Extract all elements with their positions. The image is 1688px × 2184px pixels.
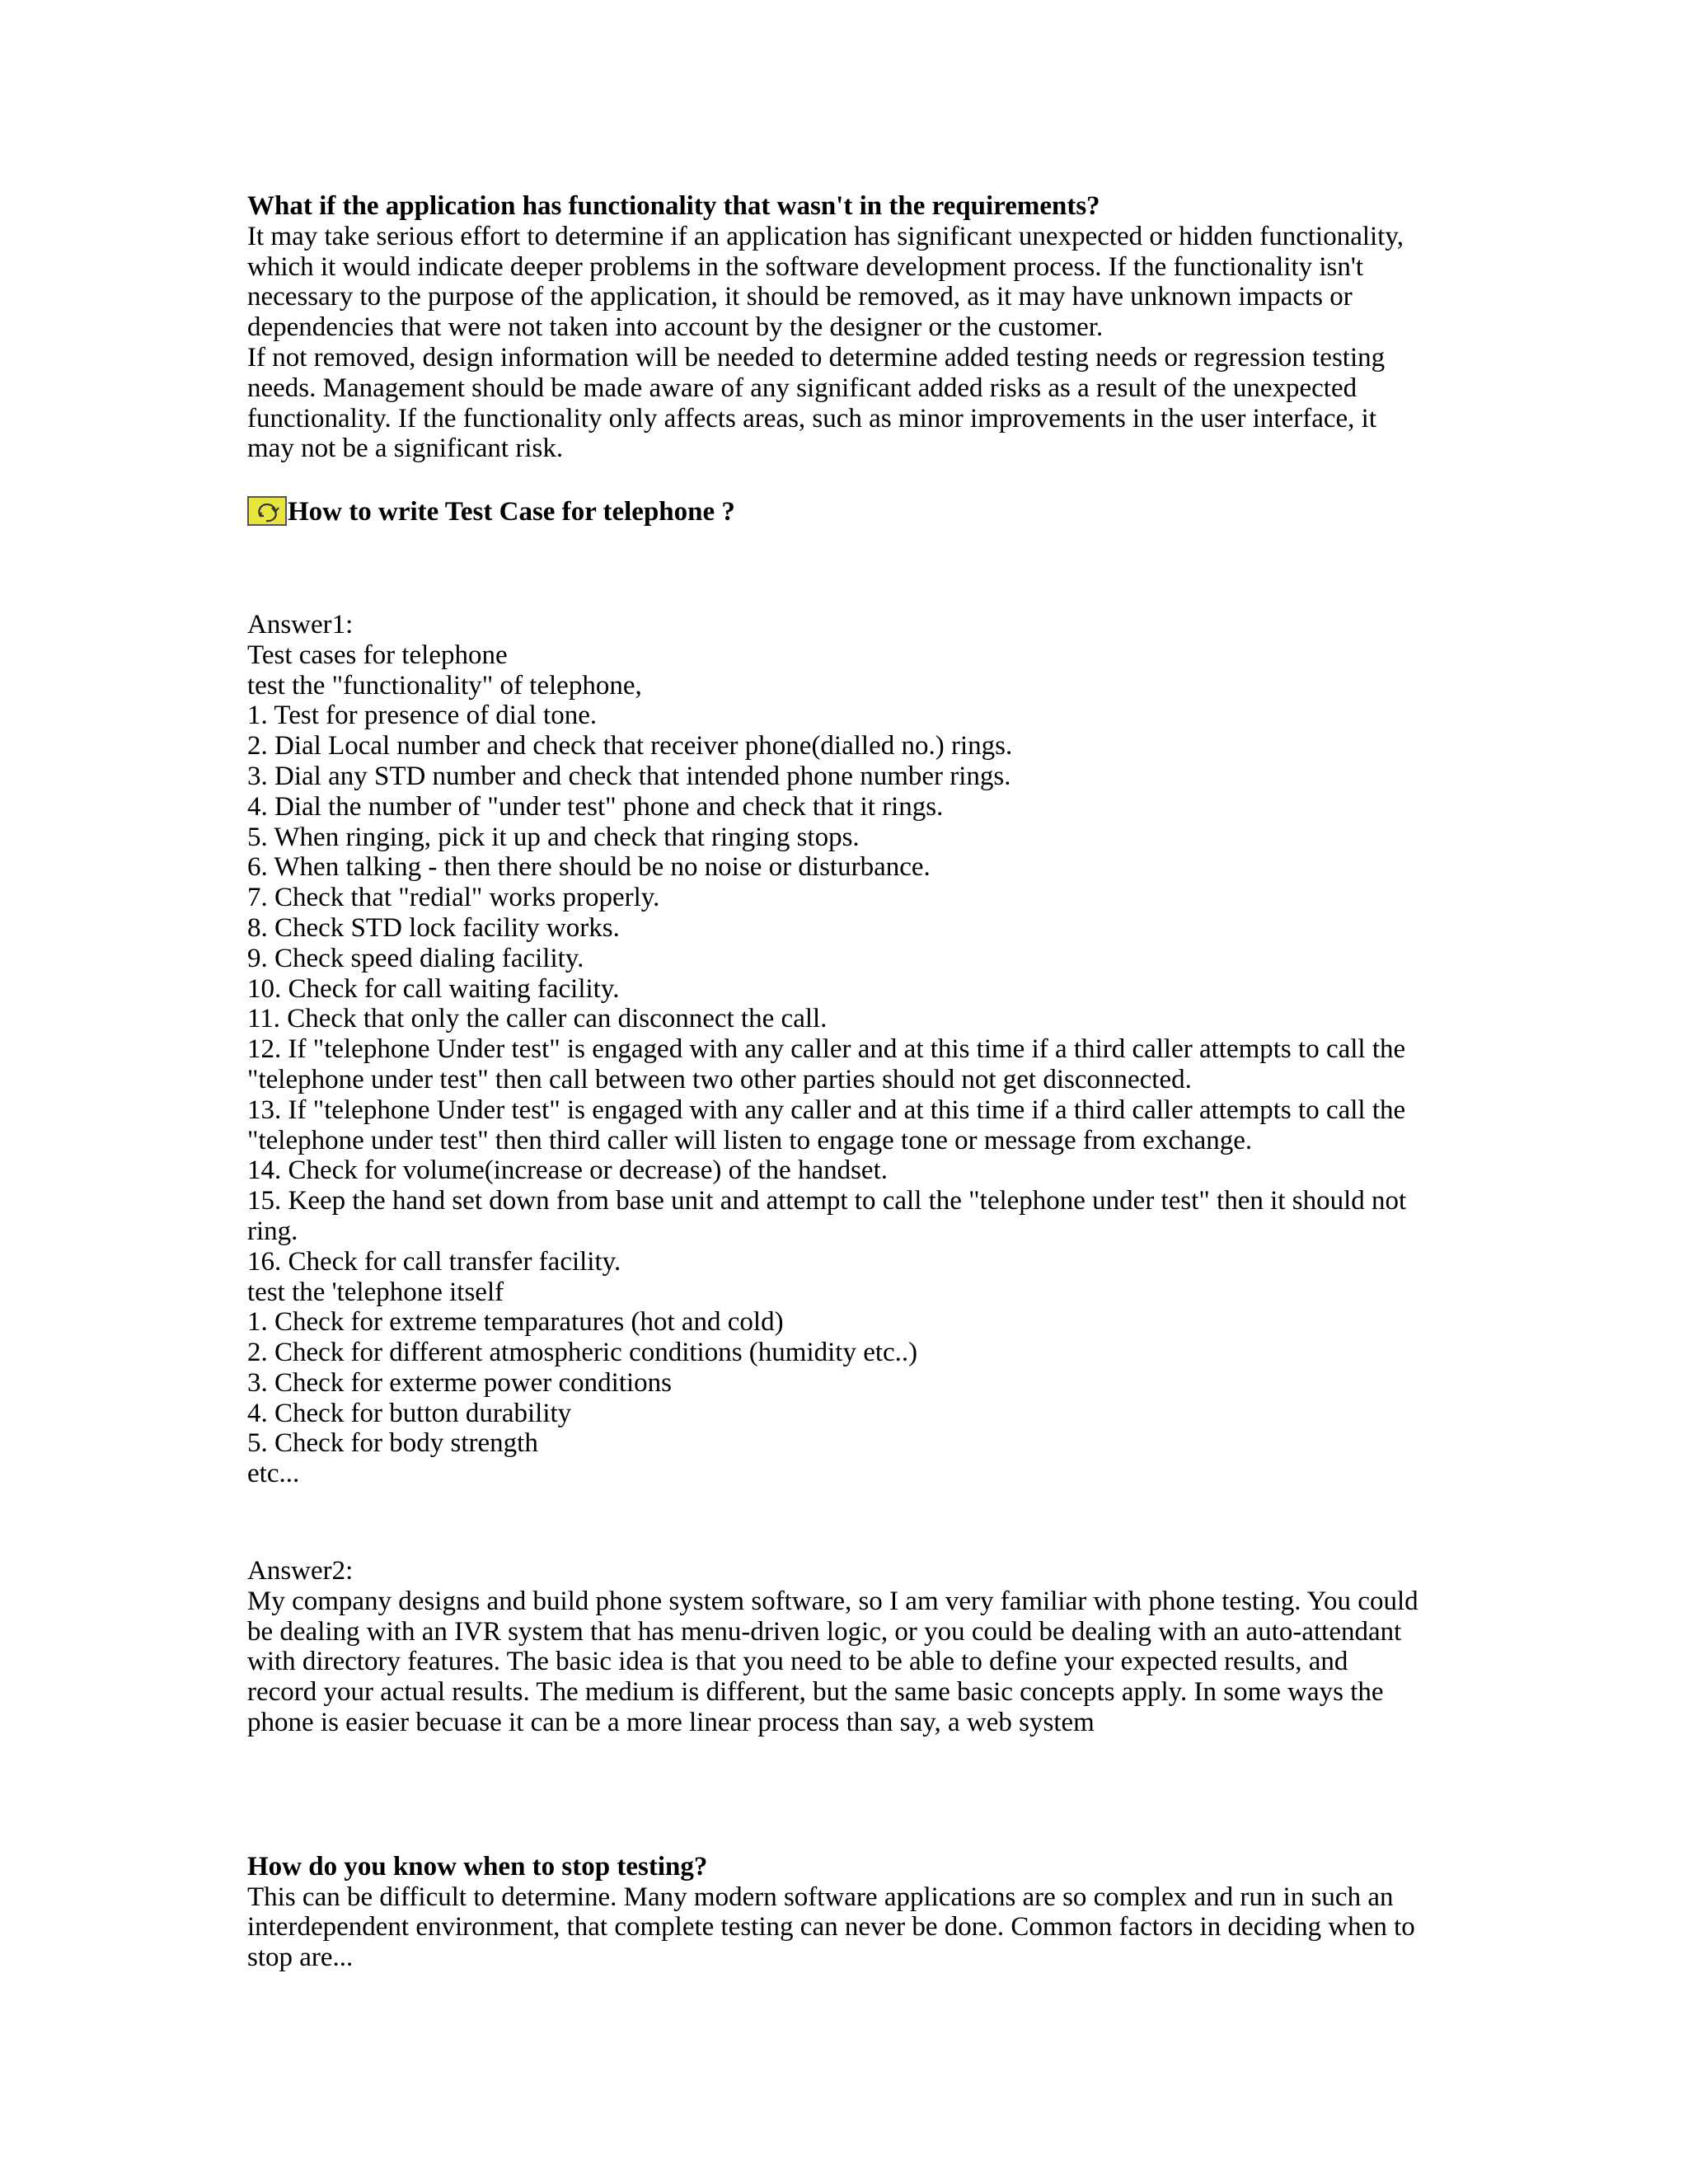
list-item: 6. When talking - then there should be no noise or disturbance. bbox=[247, 852, 931, 883]
list-item: 10. Check for call waiting facility. bbox=[247, 973, 620, 1004]
text-line: It may take serious effort to determine if an application has significant unexpected or hidden functionality, bbox=[247, 221, 1404, 251]
text-line: If not removed, design information will be needed to determine added testing needs or regression testing bbox=[247, 342, 1386, 373]
list-item: 2. Dial Local number and check that receiver phone(dialled no.) rings. bbox=[247, 731, 1013, 762]
list-item: 2. Check for different atmospheric conditions (humidity etc..) bbox=[247, 1338, 918, 1368]
list-item: 4. Check for button durability bbox=[247, 1398, 572, 1428]
text-line: be dealing with an IVR system that has menu-driven logic, or you could be dealing with an auto-attendant bbox=[247, 1616, 1402, 1647]
answer-label: Answer1: bbox=[247, 609, 354, 640]
list-item: 3. Check for exterme power conditions bbox=[247, 1367, 673, 1398]
answer-paragraph bbox=[247, 1882, 1442, 1973]
text-line: functionality. If the functionality only affects areas, such as minor improvements in the user interface, it bbox=[247, 403, 1376, 434]
text-line: dependencies that were not taken into account by the designer or the customer. bbox=[247, 312, 1104, 343]
text-line: which it would indicate deeper problems in the software development process. If the functionality isn't bbox=[247, 251, 1363, 282]
section-telephone-test-case bbox=[247, 497, 1442, 1738]
list-item: 13. If "telephone Under test" is engaged with any caller and at this time if a third caller attempts to call the bbox=[247, 1094, 1406, 1125]
list-item: ring. bbox=[247, 1216, 298, 1246]
text-line: stop are... bbox=[247, 1943, 354, 1973]
text-line: may not be a significant risk. bbox=[247, 434, 564, 464]
text-line: test the 'telephone itself bbox=[247, 1277, 504, 1307]
list-item: 9. Check speed dialing facility. bbox=[247, 943, 584, 973]
list-item: 1. Check for extreme temparatures (hot and cold) bbox=[247, 1307, 784, 1338]
list-item: 14. Check for volume(increase or decrease) of the handset. bbox=[247, 1155, 888, 1186]
answer-2 bbox=[247, 1556, 1442, 1738]
list-item: 5. Check for body strength bbox=[247, 1428, 538, 1459]
list-item: 11. Check that only the caller can disconnect the call. bbox=[247, 1004, 828, 1034]
text-line: needs. Management should be made aware of any significant added risks as a result of the unexpected bbox=[247, 373, 1357, 403]
text-line: phone is easier becuase it can be a more linear process than say, a web system bbox=[247, 1708, 1095, 1738]
spacer bbox=[247, 527, 1442, 610]
answer-label: Answer2: bbox=[247, 1556, 354, 1586]
text-line: record your actual results. The medium is different, but the same basic concepts apply. In some ways the bbox=[247, 1677, 1384, 1708]
spacer bbox=[247, 1738, 1442, 1852]
list-item: 3. Dial any STD number and check that intended phone number rings. bbox=[247, 761, 1011, 791]
text-line: interdependent environment, that complete testing can never be done. Common factors in deciding when to bbox=[247, 1912, 1415, 1943]
text-line: This can be difficult to determine. Many modern software applications are so complex and run in such an bbox=[247, 1882, 1394, 1912]
text-line: etc... bbox=[247, 1459, 300, 1489]
document-page bbox=[247, 191, 1442, 1973]
question-heading-row bbox=[247, 497, 1442, 527]
list-item: 15. Keep the hand set down from base unit and attempt to call the "telephone under test" then it should not bbox=[247, 1186, 1407, 1216]
section-unexpected-functionality bbox=[247, 191, 1442, 464]
text-line: with directory features. The basic idea is that you need to be able to define your expected results, and bbox=[247, 1647, 1348, 1677]
list-item: 1. Test for presence of dial tone. bbox=[247, 701, 598, 731]
answer-paragraph bbox=[247, 222, 1442, 464]
list-item: 8. Check STD lock facility works. bbox=[247, 912, 620, 943]
question-heading: How do you know when to stop testing? bbox=[247, 1851, 708, 1882]
answer-1 bbox=[247, 610, 1442, 1489]
bookmark-icon[interactable] bbox=[247, 496, 287, 526]
text-line: Test cases for telephone bbox=[247, 640, 508, 670]
spacer bbox=[247, 1489, 1442, 1556]
list-item: 7. Check that "redial" works properly. bbox=[247, 883, 660, 913]
question-heading: How to write Test Case for telephone ? bbox=[288, 497, 735, 527]
section-stop-testing bbox=[247, 1852, 1442, 1973]
list-item: 16. Check for call transfer facility. bbox=[247, 1246, 621, 1277]
list-item: 12. If "telephone Under test" is engaged with any caller and at this time if a third caller attempts to call the bbox=[247, 1034, 1406, 1065]
list-item: 5. When ringing, pick it up and check that ringing stops. bbox=[247, 822, 860, 852]
list-item: 4. Dial the number of "under test" phone and check that it rings. bbox=[247, 791, 944, 822]
list-item: "telephone under test" then third caller will listen to engage tone or message from exchange. bbox=[247, 1125, 1253, 1155]
text-line: My company designs and build phone system software, so I am very familiar with phone testing. You could bbox=[247, 1586, 1418, 1616]
text-line: test the "functionality" of telephone, bbox=[247, 670, 642, 701]
text-line: necessary to the purpose of the application, it should be removed, as it may have unknown impacts or bbox=[247, 282, 1353, 312]
spacer bbox=[247, 464, 1442, 497]
list-item: "telephone under test" then call between two other parties should not get disconnected. bbox=[247, 1064, 1192, 1094]
question-heading: What if the application has functionality that wasn't in the requirements? bbox=[247, 191, 1100, 221]
